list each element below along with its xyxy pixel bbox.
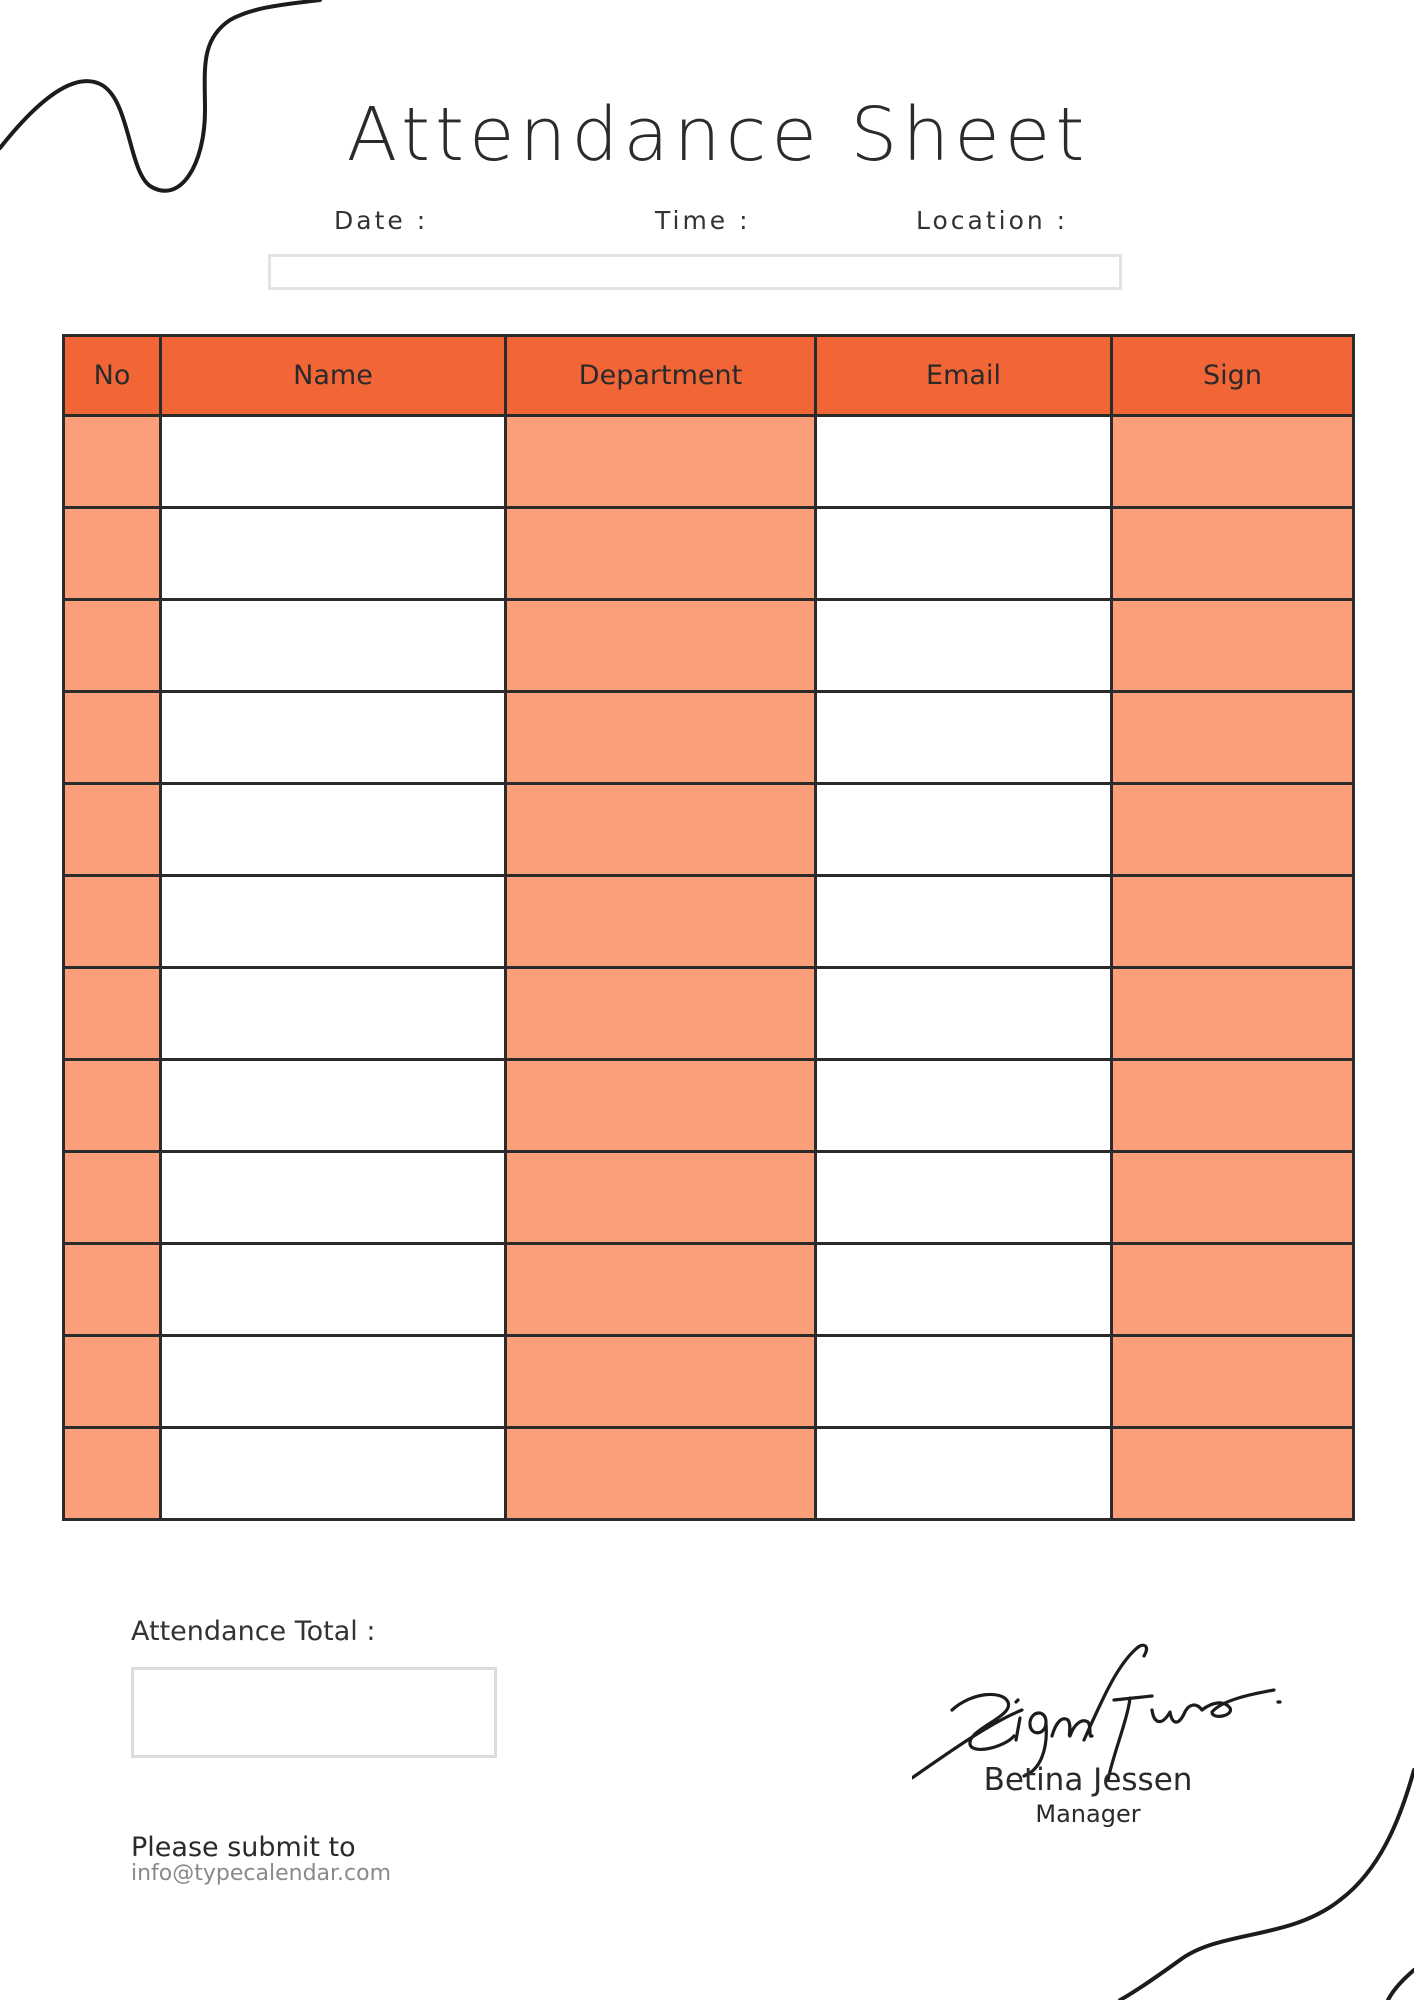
cell-email[interactable] [816,876,1112,968]
cell-email[interactable] [816,416,1112,508]
attendance-table [62,334,1355,1521]
signer-name: Betina Jessen [983,1762,1193,1798]
table-row [64,1244,1354,1336]
cell-no[interactable] [64,600,161,692]
cell-name[interactable] [161,1152,506,1244]
cell-sign[interactable] [1112,1244,1354,1336]
time-label: Time : [655,206,751,235]
cell-name[interactable] [161,784,506,876]
cell-department[interactable] [506,876,816,968]
cell-sign[interactable] [1112,416,1354,508]
attendance-total-label: Attendance Total : [131,1616,376,1647]
column-header-no: No [64,336,161,416]
cell-email[interactable] [816,1336,1112,1428]
cell-no[interactable] [64,692,161,784]
cell-department[interactable] [506,1060,816,1152]
cell-name[interactable] [161,1336,506,1428]
column-header-sign: Sign [1112,336,1354,416]
location-label: Location : [916,206,1069,235]
cell-sign[interactable] [1112,1336,1354,1428]
cell-no[interactable] [64,876,161,968]
cell-department[interactable] [506,1336,816,1428]
cell-name[interactable] [161,508,506,600]
cell-email[interactable] [816,1428,1112,1520]
cell-sign[interactable] [1112,1060,1354,1152]
table-row [64,784,1354,876]
table-row [64,508,1354,600]
cell-sign[interactable] [1112,876,1354,968]
table-row [64,1060,1354,1152]
cell-email[interactable] [816,600,1112,692]
cell-no[interactable] [64,1060,161,1152]
cell-name[interactable] [161,968,506,1060]
table-header-row [64,336,1354,416]
table-row [64,1428,1354,1520]
submit-label: Please submit to [131,1832,356,1863]
table-row [64,416,1354,508]
cell-department[interactable] [506,508,816,600]
cell-sign[interactable] [1112,1152,1354,1244]
cell-email[interactable] [816,1244,1112,1336]
cell-name[interactable] [161,600,506,692]
cell-department[interactable] [506,1244,816,1336]
table-row [64,968,1354,1060]
cell-department[interactable] [506,1428,816,1520]
attendance-total-field[interactable] [131,1667,497,1758]
column-header-email: Email [816,336,1112,416]
cell-email[interactable] [816,968,1112,1060]
cell-name[interactable] [161,1428,506,1520]
cell-email[interactable] [816,508,1112,600]
cell-name[interactable] [161,692,506,784]
cell-sign[interactable] [1112,508,1354,600]
table-row [64,600,1354,692]
cell-department[interactable] [506,1152,816,1244]
cell-department[interactable] [506,968,816,1060]
cell-email[interactable] [816,784,1112,876]
cell-sign[interactable] [1112,600,1354,692]
cell-no[interactable] [64,416,161,508]
cell-sign[interactable] [1112,1428,1354,1520]
date-time-location-field[interactable] [268,254,1122,290]
cell-no[interactable] [64,1152,161,1244]
cell-sign[interactable] [1112,968,1354,1060]
cell-name[interactable] [161,1060,506,1152]
column-header-name: Name [161,336,506,416]
cell-no[interactable] [64,968,161,1060]
cell-department[interactable] [506,784,816,876]
submit-email: info@typecalendar.com [131,1861,392,1886]
cell-no[interactable] [64,784,161,876]
cell-no[interactable] [64,1244,161,1336]
cell-email[interactable] [816,692,1112,784]
column-header-department: Department [506,336,816,416]
table-row [64,876,1354,968]
table-row [64,1152,1354,1244]
cell-name[interactable] [161,876,506,968]
table-row [64,1336,1354,1428]
cell-department[interactable] [506,692,816,784]
signer-role: Manager [1035,1800,1141,1828]
cell-name[interactable] [161,1244,506,1336]
cell-sign[interactable] [1112,692,1354,784]
cell-sign[interactable] [1112,784,1354,876]
cell-no[interactable] [64,1428,161,1520]
cell-email[interactable] [816,1152,1112,1244]
table-row [64,692,1354,784]
cell-department[interactable] [506,600,816,692]
date-label: Date : [334,206,429,235]
cell-name[interactable] [161,416,506,508]
cell-department[interactable] [506,416,816,508]
cell-email[interactable] [816,1060,1112,1152]
page-title: Attendance Sheet [346,92,1090,178]
cell-no[interactable] [64,1336,161,1428]
cell-no[interactable] [64,508,161,600]
